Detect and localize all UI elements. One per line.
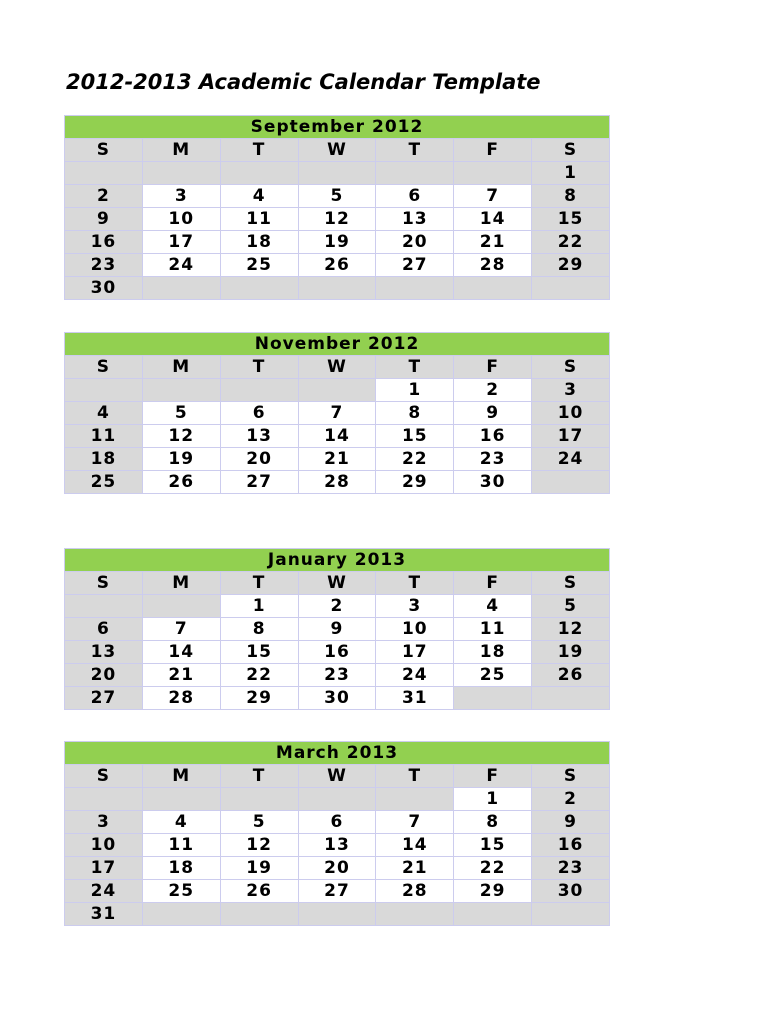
day-cell: 29 — [376, 471, 454, 494]
day-of-week-header: T — [220, 765, 298, 788]
day-of-week-header: W — [298, 572, 376, 595]
day-cell: 7 — [142, 618, 220, 641]
day-cell: 2 — [532, 788, 610, 811]
day-cell: 13 — [220, 425, 298, 448]
day-cell: 2 — [298, 595, 376, 618]
blank-cell — [220, 277, 298, 300]
blank-cell — [454, 687, 532, 710]
day-cell: 6 — [376, 185, 454, 208]
week-row — [65, 402, 610, 425]
day-of-week-header: F — [454, 765, 532, 788]
blank-cell — [376, 162, 454, 185]
day-cell: 10 — [376, 618, 454, 641]
blank-cell — [142, 162, 220, 185]
day-cell: 20 — [65, 664, 143, 687]
week-row — [65, 379, 610, 402]
week-row — [65, 595, 610, 618]
day-of-week-header: S — [532, 356, 610, 379]
day-of-week-header: M — [142, 356, 220, 379]
day-cell: 8 — [376, 402, 454, 425]
week-row — [65, 448, 610, 471]
day-cell: 10 — [65, 834, 143, 857]
day-of-week-header: S — [65, 139, 143, 162]
blank-cell — [376, 788, 454, 811]
day-cell: 1 — [220, 595, 298, 618]
day-cell: 7 — [454, 185, 532, 208]
day-cell: 19 — [142, 448, 220, 471]
calendar-month — [64, 548, 610, 710]
day-of-week-header: S — [532, 765, 610, 788]
day-cell: 30 — [454, 471, 532, 494]
week-row — [65, 641, 610, 664]
day-cell: 21 — [142, 664, 220, 687]
day-cell: 31 — [376, 687, 454, 710]
day-cell: 1 — [532, 162, 610, 185]
day-cell: 4 — [142, 811, 220, 834]
week-row — [65, 834, 610, 857]
blank-cell — [454, 903, 532, 926]
day-cell: 20 — [376, 231, 454, 254]
blank-cell — [454, 277, 532, 300]
blank-cell — [142, 595, 220, 618]
day-cell: 24 — [532, 448, 610, 471]
day-of-week-header: S — [65, 765, 143, 788]
day-cell: 26 — [532, 664, 610, 687]
day-cell: 26 — [142, 471, 220, 494]
day-cell: 30 — [298, 687, 376, 710]
day-cell: 3 — [376, 595, 454, 618]
day-cell: 12 — [532, 618, 610, 641]
day-cell: 27 — [65, 687, 143, 710]
blank-cell — [298, 162, 376, 185]
day-of-week-header: M — [142, 139, 220, 162]
month-title: September 2012 — [65, 116, 610, 139]
week-row — [65, 857, 610, 880]
blank-cell — [65, 595, 143, 618]
blank-cell — [532, 471, 610, 494]
day-cell: 3 — [142, 185, 220, 208]
day-cell: 8 — [532, 185, 610, 208]
blank-cell — [298, 277, 376, 300]
day-cell: 12 — [142, 425, 220, 448]
day-cell: 25 — [142, 880, 220, 903]
blank-cell — [454, 162, 532, 185]
day-of-week-header: T — [220, 572, 298, 595]
day-cell: 24 — [376, 664, 454, 687]
day-cell: 17 — [376, 641, 454, 664]
day-cell: 7 — [298, 402, 376, 425]
day-cell: 10 — [532, 402, 610, 425]
day-cell: 8 — [220, 618, 298, 641]
day-cell: 19 — [298, 231, 376, 254]
day-cell: 14 — [142, 641, 220, 664]
week-row — [65, 687, 610, 710]
day-cell: 9 — [65, 208, 143, 231]
blank-cell — [532, 277, 610, 300]
day-cell: 2 — [65, 185, 143, 208]
week-row — [65, 618, 610, 641]
day-cell: 20 — [298, 857, 376, 880]
day-cell: 27 — [376, 254, 454, 277]
day-cell: 28 — [376, 880, 454, 903]
week-row — [65, 425, 610, 448]
day-cell: 6 — [220, 402, 298, 425]
day-cell: 23 — [298, 664, 376, 687]
day-cell: 4 — [220, 185, 298, 208]
day-cell: 5 — [142, 402, 220, 425]
blank-cell — [65, 379, 143, 402]
blank-cell — [142, 277, 220, 300]
calendar-month — [64, 115, 610, 300]
day-cell: 5 — [220, 811, 298, 834]
page-title: 2012-2013 Academic Calendar Template — [66, 70, 541, 94]
blank-cell — [298, 788, 376, 811]
week-row — [65, 788, 610, 811]
blank-cell — [65, 788, 143, 811]
day-cell: 29 — [220, 687, 298, 710]
day-cell: 14 — [298, 425, 376, 448]
day-cell: 1 — [376, 379, 454, 402]
day-cell: 6 — [298, 811, 376, 834]
day-of-week-header: S — [65, 572, 143, 595]
month-title: November 2012 — [65, 333, 610, 356]
blank-cell — [142, 379, 220, 402]
day-cell: 23 — [65, 254, 143, 277]
day-cell: 31 — [65, 903, 143, 926]
day-cell: 25 — [65, 471, 143, 494]
day-cell: 21 — [298, 448, 376, 471]
day-cell: 22 — [220, 664, 298, 687]
day-of-week-header: T — [376, 356, 454, 379]
week-row — [65, 231, 610, 254]
day-cell: 13 — [376, 208, 454, 231]
day-cell: 25 — [454, 664, 532, 687]
day-cell: 9 — [532, 811, 610, 834]
day-cell: 19 — [532, 641, 610, 664]
day-cell: 12 — [220, 834, 298, 857]
day-cell: 26 — [220, 880, 298, 903]
day-of-week-header: T — [220, 139, 298, 162]
day-cell: 15 — [454, 834, 532, 857]
day-cell: 21 — [454, 231, 532, 254]
day-cell: 19 — [220, 857, 298, 880]
week-row — [65, 471, 610, 494]
day-cell: 3 — [65, 811, 143, 834]
day-of-week-header: W — [298, 139, 376, 162]
day-cell: 28 — [298, 471, 376, 494]
day-cell: 26 — [298, 254, 376, 277]
day-cell: 28 — [142, 687, 220, 710]
day-cell: 13 — [65, 641, 143, 664]
day-of-week-header: T — [220, 356, 298, 379]
week-row — [65, 254, 610, 277]
day-of-week-header: W — [298, 356, 376, 379]
day-cell: 15 — [376, 425, 454, 448]
day-cell: 4 — [454, 595, 532, 618]
day-cell: 29 — [454, 880, 532, 903]
week-row — [65, 208, 610, 231]
blank-cell — [142, 903, 220, 926]
day-cell: 12 — [298, 208, 376, 231]
day-cell: 5 — [532, 595, 610, 618]
day-cell: 27 — [298, 880, 376, 903]
blank-cell — [298, 903, 376, 926]
blank-cell — [532, 687, 610, 710]
day-cell: 24 — [142, 254, 220, 277]
day-of-week-header: F — [454, 139, 532, 162]
day-cell: 16 — [454, 425, 532, 448]
day-cell: 6 — [65, 618, 143, 641]
day-cell: 25 — [220, 254, 298, 277]
blank-cell — [142, 788, 220, 811]
day-cell: 21 — [376, 857, 454, 880]
day-cell: 28 — [454, 254, 532, 277]
week-row — [65, 185, 610, 208]
month-title: March 2013 — [65, 742, 610, 765]
day-cell: 15 — [220, 641, 298, 664]
day-cell: 17 — [142, 231, 220, 254]
day-cell: 15 — [532, 208, 610, 231]
week-row — [65, 880, 610, 903]
day-cell: 22 — [376, 448, 454, 471]
day-cell: 2 — [454, 379, 532, 402]
blank-cell — [220, 379, 298, 402]
week-row — [65, 664, 610, 687]
day-cell: 9 — [298, 618, 376, 641]
day-cell: 1 — [454, 788, 532, 811]
day-cell: 5 — [298, 185, 376, 208]
day-cell: 16 — [532, 834, 610, 857]
calendar-month — [64, 741, 610, 926]
day-of-week-header: T — [376, 572, 454, 595]
week-row — [65, 162, 610, 185]
day-of-week-header: F — [454, 356, 532, 379]
day-cell: 14 — [376, 834, 454, 857]
day-cell: 30 — [532, 880, 610, 903]
day-cell: 17 — [65, 857, 143, 880]
day-cell: 3 — [532, 379, 610, 402]
week-row — [65, 811, 610, 834]
day-cell: 24 — [65, 880, 143, 903]
day-cell: 17 — [532, 425, 610, 448]
day-of-week-header: T — [376, 765, 454, 788]
day-cell: 18 — [142, 857, 220, 880]
day-cell: 20 — [220, 448, 298, 471]
day-cell: 18 — [220, 231, 298, 254]
day-cell: 23 — [532, 857, 610, 880]
day-cell: 11 — [142, 834, 220, 857]
day-cell: 14 — [454, 208, 532, 231]
blank-cell — [298, 379, 376, 402]
day-cell: 8 — [454, 811, 532, 834]
day-cell: 18 — [454, 641, 532, 664]
day-cell: 10 — [142, 208, 220, 231]
month-title: January 2013 — [65, 549, 610, 572]
day-cell: 4 — [65, 402, 143, 425]
day-cell: 11 — [220, 208, 298, 231]
day-cell: 23 — [454, 448, 532, 471]
blank-cell — [65, 162, 143, 185]
blank-cell — [376, 903, 454, 926]
day-cell: 13 — [298, 834, 376, 857]
day-cell: 11 — [454, 618, 532, 641]
blank-cell — [220, 788, 298, 811]
day-cell: 18 — [65, 448, 143, 471]
week-row — [65, 277, 610, 300]
day-of-week-header: T — [376, 139, 454, 162]
blank-cell — [220, 903, 298, 926]
day-of-week-header: W — [298, 765, 376, 788]
day-cell: 29 — [532, 254, 610, 277]
day-cell: 11 — [65, 425, 143, 448]
calendar-month — [64, 332, 610, 494]
day-cell: 16 — [298, 641, 376, 664]
day-cell: 22 — [454, 857, 532, 880]
blank-cell — [376, 277, 454, 300]
day-of-week-header: F — [454, 572, 532, 595]
day-cell: 22 — [532, 231, 610, 254]
week-row — [65, 903, 610, 926]
day-cell: 9 — [454, 402, 532, 425]
day-cell: 7 — [376, 811, 454, 834]
day-of-week-header: S — [532, 572, 610, 595]
blank-cell — [532, 903, 610, 926]
day-of-week-header: S — [532, 139, 610, 162]
day-cell: 30 — [65, 277, 143, 300]
day-cell: 27 — [220, 471, 298, 494]
day-cell: 16 — [65, 231, 143, 254]
day-of-week-header: M — [142, 765, 220, 788]
day-of-week-header: S — [65, 356, 143, 379]
day-of-week-header: M — [142, 572, 220, 595]
blank-cell — [220, 162, 298, 185]
